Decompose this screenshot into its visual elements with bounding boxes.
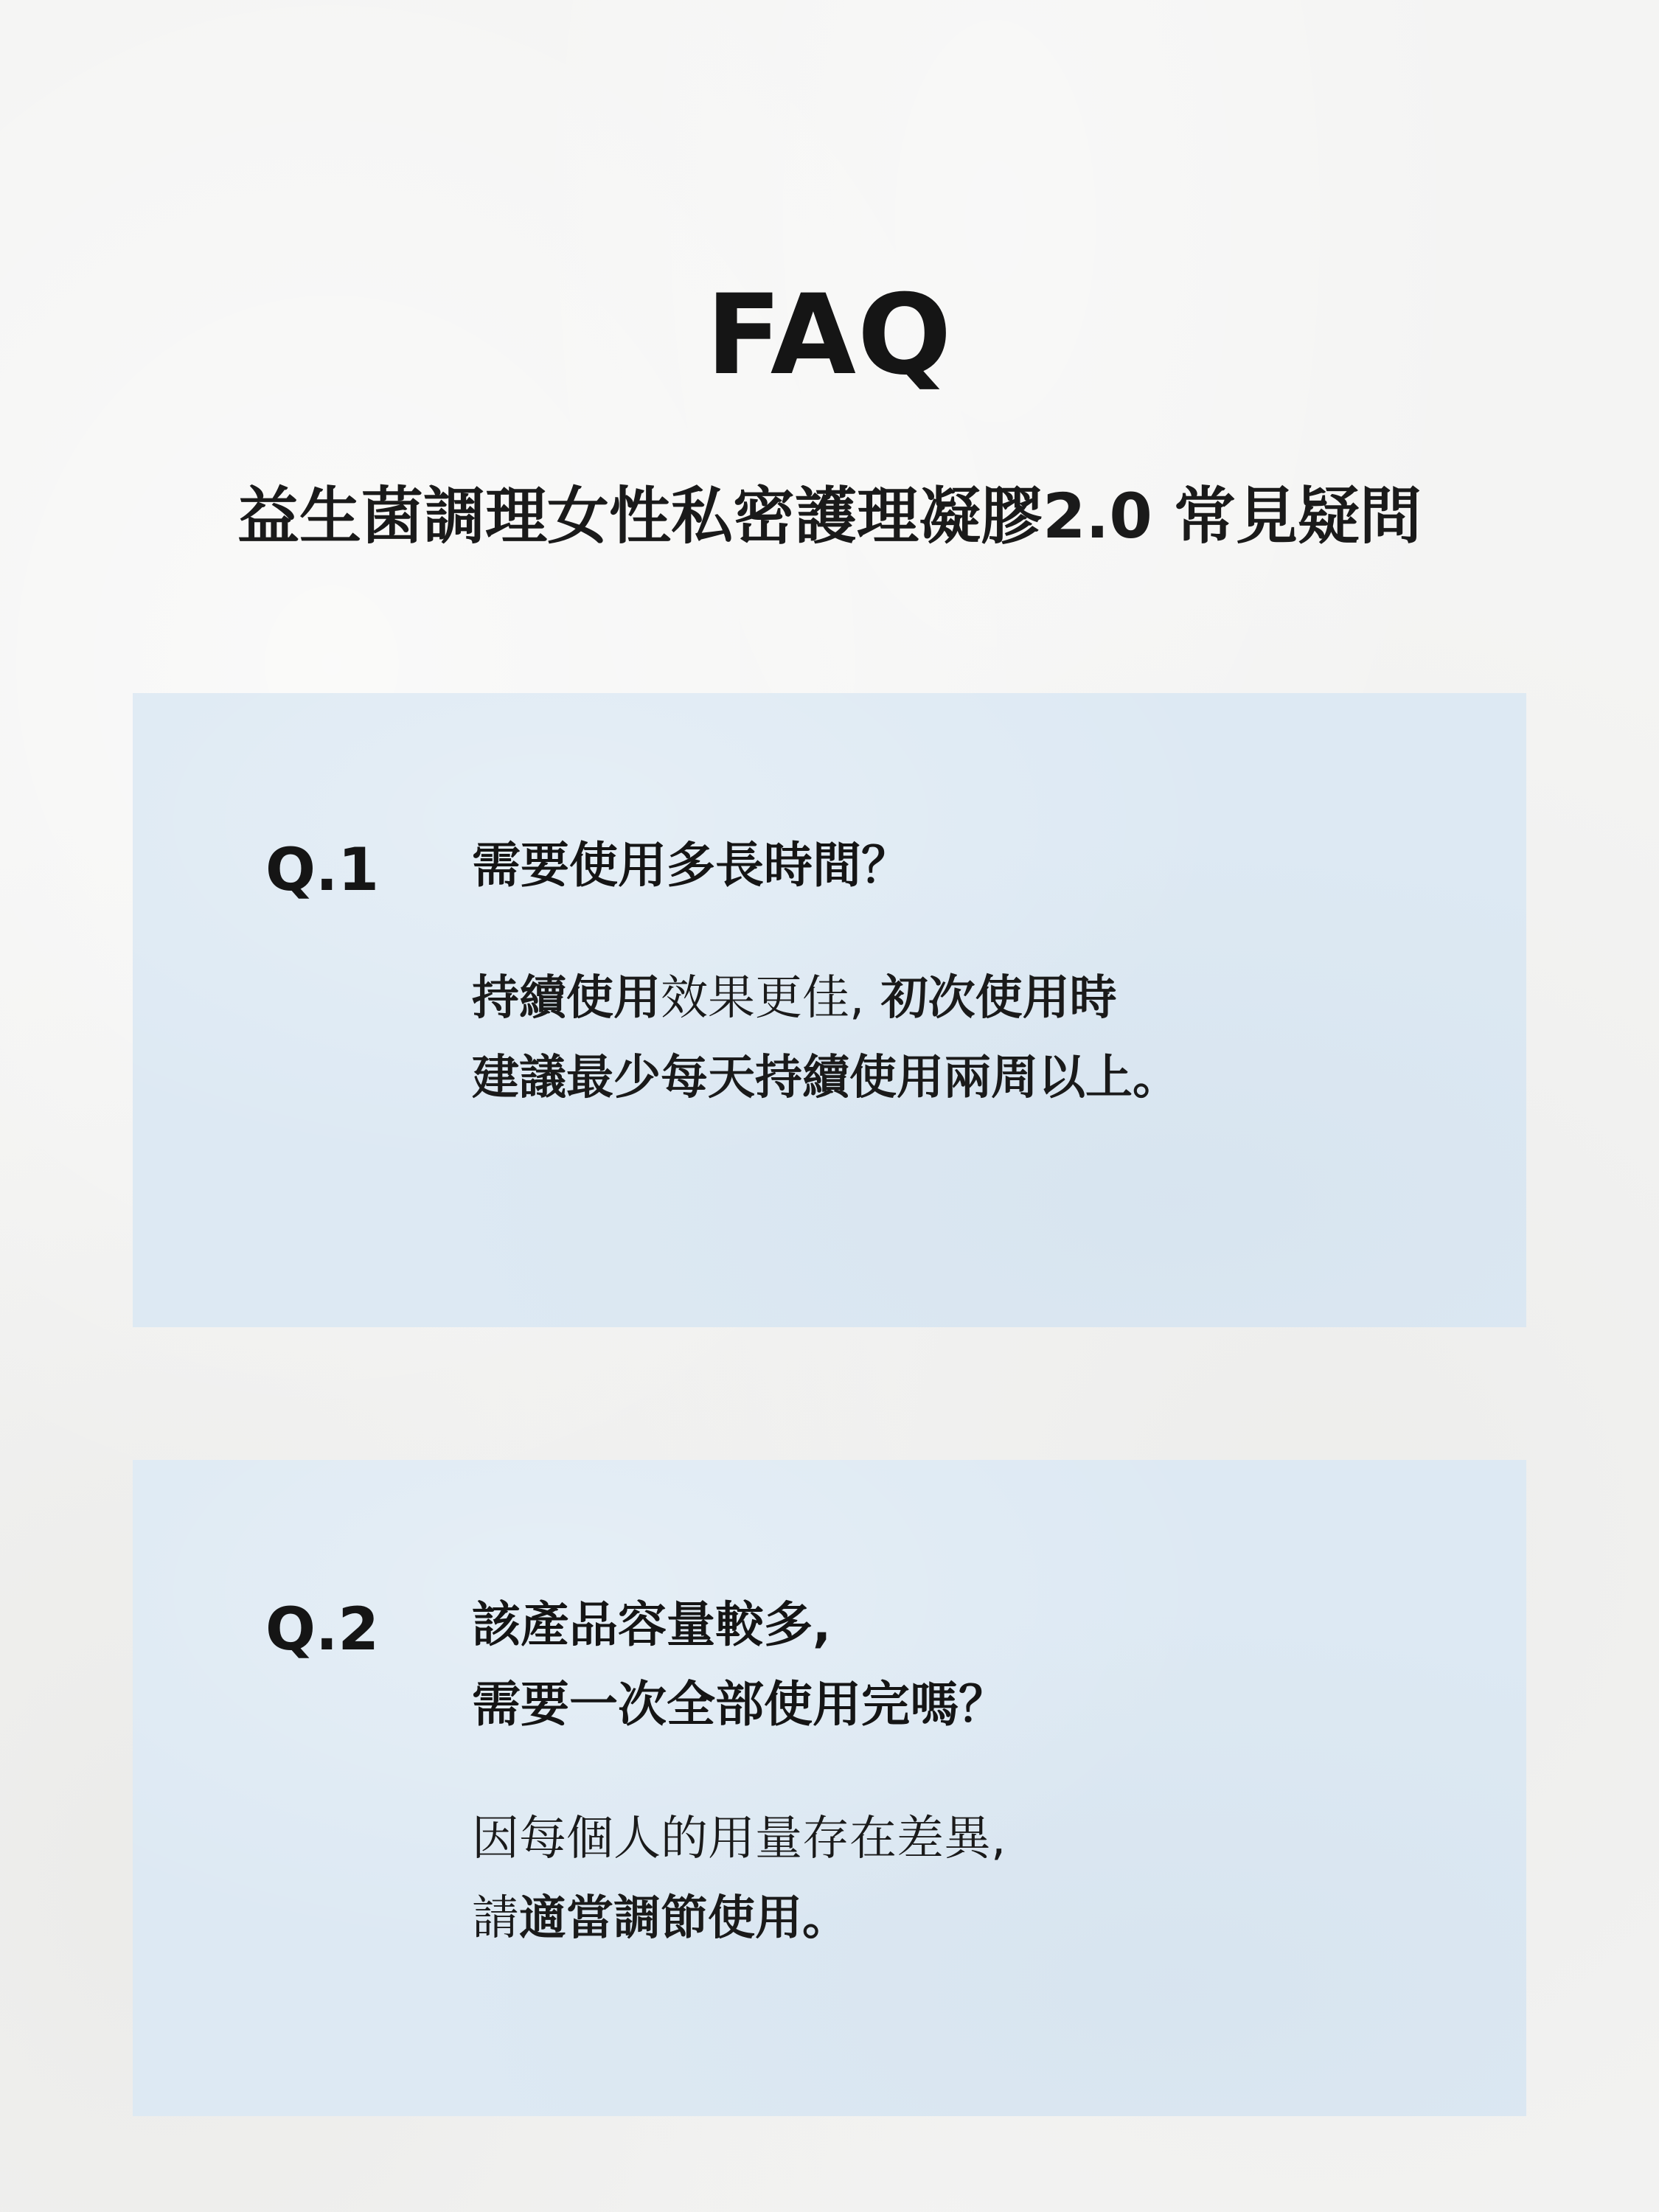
faq-card-1 [133,693,1526,1327]
question-text [472,1585,1007,1745]
answer-line: 建議最少每天持續使用兩周以上。 [472,1051,1180,1105]
page-subtitle: 益生菌調理女性私密護理凝膠2.0 常見疑問 [237,480,1422,552]
faq-card-2 [133,1460,1526,2116]
question-line: 該產品容量較多, [472,1596,832,1653]
answer-text [472,959,1180,1118]
answer-emphasis: 初次使用時 [864,971,1117,1026]
page-title: FAQ [706,271,953,400]
question-line: 需要使用多長時間？ [472,837,910,894]
question-line: 需要一次全部使用完嗎？ [472,1676,1007,1733]
answer-line [472,959,1180,1038]
answer-plain: 效果更佳, [661,971,865,1026]
answer-emphasis: 適當調節使用。 [519,1891,849,1946]
question-number: Q.1 [265,835,380,904]
question-number: Q.2 [265,1595,380,1663]
answer-line: 因每個人的用量存在差異, [472,1812,1006,1866]
answer-plain: 請 [472,1891,519,1946]
answer-emphasis: 持續使用 [472,971,661,1026]
answer-text [472,1799,1006,1958]
answer-line [472,1879,1006,1958]
question-text [472,826,910,905]
